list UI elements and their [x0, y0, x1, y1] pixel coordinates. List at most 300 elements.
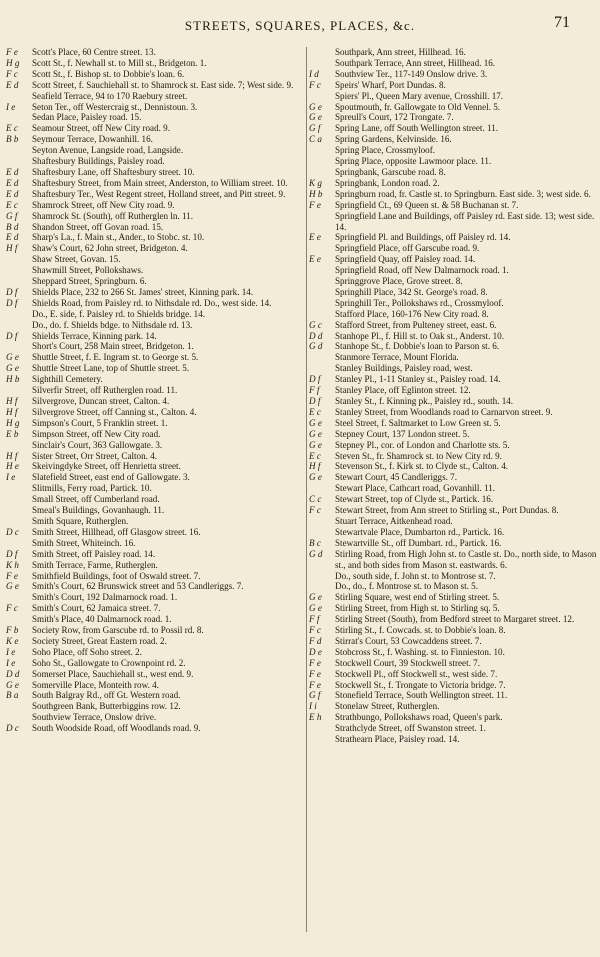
map-reference: B b [6, 134, 19, 145]
directory-entry [309, 156, 599, 167]
entry-text: Stirling Road, from High John st. to Castle st. Do., north side, to Mason st., and both sides from Mason st. eastwards. 6. [335, 548, 597, 570]
directory-entry [6, 167, 306, 178]
entry-text: Spreull's Court, 172 Trongate. 7. [335, 112, 454, 123]
entry-text: Springfield Quay, off Paisley road. 14. [335, 254, 476, 265]
entry-text: Southview Ter., 117-149 Onslow drive. 3. [335, 68, 488, 79]
entry-text: Stewart Place, Cathcart road, Govanhill. 11. [335, 483, 496, 494]
map-reference: K e [6, 635, 19, 646]
entry-text: Society Street, Great Eastern road. 2. [32, 635, 167, 646]
entry-text: Stanmore Terrace, Mount Florida. [335, 352, 459, 363]
entry-text: Strathclyde Street, off Swanston street. 1. [335, 723, 486, 734]
entry-text: Strathearn Place, Paisley road. 14. [335, 734, 460, 745]
map-reference: F e [309, 199, 321, 210]
entry-text: Springhill Ter., Pollokshaws rd., Crossmyloof. [335, 297, 504, 308]
entry-text: Soho Place, off Soho street. 2. [32, 646, 142, 657]
entry-text: Speirs' Wharf, Port Dundas. 8. [335, 79, 446, 90]
entry-text: Stevenson St., f. Kirk st. to Clyde st., Calton. 4. [335, 461, 509, 472]
entry-text: Slatefield Street, east end of Gallowgate. 3. [32, 472, 190, 483]
entry-text: Springfield Road, off New Dalmarnock road. 1. [335, 265, 509, 276]
directory-entry [6, 723, 306, 734]
entry-text: Seymour Terrace, Dowanhill. 16. [32, 134, 153, 145]
directory-entry [6, 461, 306, 472]
map-reference: G f [6, 210, 18, 221]
entry-text: Smith Street, Whiteinch. 16. [32, 537, 136, 548]
directory-entry [6, 276, 306, 287]
map-reference: G e [309, 417, 322, 428]
directory-entry [6, 145, 306, 156]
entry-text: Springbank, Garscube road. 8. [335, 166, 446, 177]
entry-text: Sister Street, Orr Street, Calton. 4. [32, 450, 158, 461]
entry-text: Smith Terrace, Farme, Rutherglen. [32, 559, 158, 570]
entry-text: Shields Place, 232 to 266 St. James' street, Kinning park. 14. [32, 286, 254, 297]
entry-text: Spring Place, opposite Lawmoor place. 11. [335, 156, 492, 167]
entry-text: Shaw's Court, 62 John street, Bridgeton. 4. [32, 243, 188, 254]
directory-entry [309, 429, 599, 440]
entry-text: Scott St., f. Bishop st. to Dobbie's loan. 6. [32, 68, 185, 79]
map-reference: F f [309, 614, 320, 625]
directory-entry [309, 47, 599, 58]
map-reference: H e [6, 461, 19, 472]
map-reference: F b [6, 625, 19, 636]
entry-text: Small Street, off Cumberland road. [32, 494, 160, 505]
directory-entry [309, 614, 599, 625]
entry-text: Shaftesbury Lane, off Shaftesbury street. 10. [32, 166, 195, 177]
page-header [0, 12, 600, 36]
entry-text: Springfield Ct., 69 Queen st. & 58 Buchanan st. 7. [335, 199, 519, 210]
directory-entry [309, 418, 599, 429]
entry-text: Sharp's La., f. Main st., Ander., to Stobc. st. 10. [32, 232, 205, 243]
directory-entry [6, 211, 306, 222]
directory-entry [309, 549, 599, 571]
map-reference: E d [6, 188, 19, 199]
left-column [6, 47, 306, 734]
entry-text: Shuttle Street, f. E. Ingram st. to George st. 5. [32, 352, 199, 363]
directory-entry [6, 571, 306, 582]
directory-entry [309, 538, 599, 549]
directory-entry [6, 680, 306, 691]
map-reference: I e [6, 472, 16, 483]
entry-text: Sighthill Cemetery. [32, 374, 103, 385]
directory-entry [6, 385, 306, 396]
entry-text: Scott Street, f. Sauchiehall st. to Shamrock st. East side. 7; West side. 9. [32, 79, 294, 90]
entry-text: Simpson Street, off New City road. [32, 428, 161, 439]
map-reference: I i [309, 701, 317, 712]
entry-text: Stanley Pl., 1-11 Stanley st., Paisley road. 14. [335, 374, 501, 385]
entry-text: Stonelaw Street, Rutherglen. [335, 701, 440, 712]
entry-text: Sheppard Street, Springburn. 6. [32, 276, 147, 287]
entry-text: Stanley St., f. Kinning pk., Paisley rd., south. 14. [335, 396, 514, 406]
map-reference: C a [309, 134, 322, 145]
map-reference: E d [6, 166, 19, 177]
entry-text: Smeal's Buildings, Govanhaugh. 11. [32, 505, 165, 516]
entry-text: Seamour Street, off New City road. 9. [32, 123, 170, 134]
entry-text: Smithfield Buildings, foot of Oswald street. 7. [32, 570, 201, 581]
entry-text: Southpark Terrace, Ann street, Hillhead. 16. [335, 57, 496, 68]
entry-text: Smith Street, off Paisley road. 14. [32, 548, 156, 559]
entry-text: Southview Terrace, Onslow drive. [32, 712, 157, 723]
directory-entry [6, 341, 306, 352]
entry-text: Somerville Place, Monteith row. 4. [32, 679, 159, 690]
directory-entry [309, 440, 599, 451]
map-reference: I e [6, 657, 16, 668]
map-reference: K h [6, 559, 19, 570]
directory-entry [6, 658, 306, 669]
map-reference: H b [6, 374, 20, 385]
entry-text: Short's Court, 258 Main street, Bridgeton. 1. [32, 341, 194, 352]
map-reference: F e [309, 679, 321, 690]
directory-entry [6, 287, 306, 298]
entry-text: Silvergrove Street, off Canning st., Calton. 4. [32, 406, 197, 417]
map-reference: E h [309, 712, 322, 723]
map-reference: K g [309, 177, 322, 188]
directory-entry [6, 243, 306, 254]
directory-entry [309, 211, 599, 233]
directory-entry [6, 505, 306, 516]
map-reference: F c [309, 79, 321, 90]
map-reference: F f [309, 385, 320, 396]
map-reference: E d [6, 232, 19, 243]
directory-entry [6, 516, 306, 527]
directory-entry [6, 690, 306, 701]
entry-text: Shaftesbury Street, from Main street, Anderston, to William street. 10. [32, 177, 288, 188]
directory-entry [6, 625, 306, 636]
directory-entry [309, 265, 599, 276]
map-reference: D f [6, 330, 18, 341]
map-reference: G d [309, 548, 323, 559]
directory-entry [309, 505, 599, 516]
directory-entry [309, 592, 599, 603]
directory-entry [309, 178, 599, 189]
directory-entry [6, 47, 306, 58]
directory-entry [6, 102, 306, 113]
entry-text: Stanley Buildings, Paisley road, west. [335, 363, 473, 374]
entry-text: Stockwell St., f. Trongate to Victoria bridge. 7. [335, 679, 506, 690]
map-reference: G f [309, 123, 321, 134]
map-reference: G e [309, 112, 322, 123]
map-reference: D d [309, 330, 323, 341]
entry-text: Springburn road, fr. Castle st. to Springburn. East side. 3; west side. 6. [335, 188, 591, 199]
directory-entry [6, 254, 306, 265]
directory-entry [309, 200, 599, 211]
directory-entry [309, 134, 599, 145]
map-reference: G e [309, 603, 322, 614]
entry-text: Stirrat's Court, 53 Cowcaddens street. 7. [335, 635, 482, 646]
directory-entry [309, 701, 599, 712]
page-number: 71 [554, 14, 570, 31]
directory-entry [309, 483, 599, 494]
map-reference: C c [309, 494, 322, 505]
entry-text: Stockwell Pl., off Stockwell st., west side. 7. [335, 668, 498, 679]
entry-text: Stirling Square, west end of Stirling street. 5. [335, 592, 500, 603]
directory-entry [309, 712, 599, 723]
directory-entry [6, 538, 306, 549]
entry-text: Shawmill Street, Pollokshaws. [32, 265, 144, 276]
directory-entry [6, 123, 306, 134]
map-reference: D f [6, 548, 18, 559]
entry-text: Springfield Place, off Garscube road. 9. [335, 243, 480, 254]
directory-entry [6, 712, 306, 723]
entry-text: Stewartvale Place, Dumbarton rd., Partick. 16. [335, 526, 505, 537]
entry-text: Shaftesbury Ter., West Regent street, Holland street, and Pitt street. 9. [32, 188, 286, 199]
map-reference: D f [6, 286, 18, 297]
entry-text: Seafield Terrace, 94 to 170 Raebury street. [32, 90, 188, 101]
map-reference: G e [309, 472, 322, 483]
entry-text: Silverfir Street, off Rutherglen road. 11. [32, 385, 178, 396]
entry-text: Society Row, from Garscube rd. to Possil rd. 8. [32, 625, 204, 636]
directory-entry [309, 636, 599, 647]
map-reference: D c [6, 723, 19, 734]
entry-text: Spring Gardens, Kelvinside. 16. [335, 134, 452, 145]
map-reference: G f [309, 690, 321, 701]
directory-entry [6, 112, 306, 123]
map-reference: F e [309, 657, 321, 668]
directory-entry [309, 145, 599, 156]
directory-entry [6, 331, 306, 342]
entry-text: Springfield Lane and Buildings, off Paisley rd. East side. 13; west side. 14. [335, 210, 595, 232]
directory-entry [6, 69, 306, 80]
entry-text: Stanley Place, off Eglinton street. 12. [335, 385, 471, 396]
entry-text: Stanhope Pl., f. Hill st. to Oak st., Anderst. 10. [335, 330, 504, 341]
map-reference: B a [6, 690, 19, 701]
entry-text: Springhill Place, 342 St. George's road. 8. [335, 286, 488, 297]
directory-entry [6, 647, 306, 658]
directory-entry [309, 112, 599, 123]
entry-text: Stonefield Terrace, South Wellington street. 11. [335, 690, 508, 701]
map-reference: F c [6, 603, 18, 614]
map-reference: E c [309, 450, 321, 461]
directory-entry [6, 418, 306, 429]
entry-text: Springgrove Place, Grove street. 8. [335, 276, 463, 287]
directory-entry [6, 156, 306, 167]
directory-entry [309, 243, 599, 254]
entry-text: Smith's Court, 192 Dalmarnock road. 1. [32, 592, 178, 603]
map-reference: F c [309, 625, 321, 636]
entry-text: South Balgray Rd., off Gt. Western road. [32, 690, 181, 701]
directory-entry [6, 222, 306, 233]
map-reference: H f [6, 450, 18, 461]
map-reference: E d [6, 177, 19, 188]
directory-entry [6, 178, 306, 189]
map-reference: F e [6, 47, 18, 57]
directory-entry [6, 134, 306, 145]
entry-text: Stewart Court, 45 Candleriggs. 7. [335, 472, 457, 483]
map-reference: F d [309, 635, 322, 646]
directory-entry [309, 527, 599, 538]
running-head-title: STREETS, SQUARES, PLACES, &c. [184, 18, 416, 33]
map-reference: E c [309, 406, 321, 417]
map-reference: I e [6, 101, 16, 112]
directory-entry [309, 451, 599, 462]
directory-entry [309, 254, 599, 265]
map-reference: D c [6, 526, 19, 537]
directory-entry [6, 603, 306, 614]
directory-entry [309, 516, 599, 527]
directory-entry [6, 374, 306, 385]
directory-entry [309, 298, 599, 309]
directory-entry [309, 123, 599, 134]
map-reference: F c [6, 68, 18, 79]
map-reference: G e [309, 592, 322, 603]
directory-entry [309, 690, 599, 701]
directory-entry [6, 189, 306, 200]
directory-entry [6, 352, 306, 363]
entry-text: Shandon Street, off Govan road. 15. [32, 221, 164, 232]
entry-text: Spring Lane, off South Wellington street. 11. [335, 123, 499, 134]
directory-entry [309, 58, 599, 69]
entry-text: Somerset Place, Sauchiehall st., west end. 9. [32, 668, 194, 679]
directory-entry [309, 69, 599, 80]
entry-text: Spring Place, Crossmyloof. [335, 145, 436, 156]
map-reference: I e [6, 646, 16, 657]
entry-text: Stuart Terrace, Aitkenhead road. [335, 515, 453, 526]
directory-entry [6, 560, 306, 571]
directory-entry [309, 571, 599, 582]
directory-entry [309, 734, 599, 745]
entry-text: Simpson's Court, 5 Franklin street. 1. [32, 417, 168, 428]
map-reference: G e [6, 679, 19, 690]
directory-entry [309, 385, 599, 396]
column-divider [306, 47, 307, 932]
directory-entry [6, 232, 306, 243]
entry-text: Stanley Street, from Woodlands road to Carnarvon street. 9. [335, 406, 553, 417]
map-reference: E c [6, 123, 18, 134]
entry-text: Stafford Place, 160-176 New City road. 8. [335, 308, 489, 319]
entry-text: Slitmills, Ferry road, Partick. 10. [32, 483, 152, 494]
directory-entry [6, 581, 306, 592]
entry-text: Silvergrove, Duncan street, Calton. 4. [32, 396, 170, 406]
entry-text: Stewart Street, from Ann street to Stirling st., Port Dundas. 8. [335, 505, 559, 516]
entry-text: Do., do., f. Montrose st. to Mason st. 5. [335, 581, 478, 592]
entry-text: Shamrock Street, off New City road. 9. [32, 199, 175, 210]
entry-text: Springfield Pl. and Buildings, off Paisley rd. 14. [335, 232, 511, 243]
directory-entry [309, 276, 599, 287]
directory-entry [6, 494, 306, 505]
map-reference: H f [309, 461, 321, 472]
map-reference: H g [6, 417, 20, 428]
entry-text: Shamrock St. (South), off Rutherglen ln. 11. [32, 210, 193, 221]
entry-text: Stafford Street, from Pulteney street, east. 6. [335, 319, 497, 330]
map-reference: D f [309, 396, 321, 406]
map-reference: G e [6, 363, 19, 374]
directory-entry [6, 298, 306, 309]
directory-entry [6, 701, 306, 712]
directory-entry [309, 363, 599, 374]
map-reference: E d [6, 79, 19, 90]
directory-entry [6, 363, 306, 374]
directory-entry [309, 396, 599, 407]
map-reference: G e [309, 428, 322, 439]
entry-text: Smith's Place, 40 Dalmarnock road. 1. [32, 614, 172, 625]
directory-entry [6, 91, 306, 102]
map-reference: I d [309, 68, 319, 79]
directory-entry [309, 669, 599, 680]
directory-entry [6, 451, 306, 462]
map-reference: F e [6, 570, 18, 581]
entry-text: Seyton Avenue, Langside road, Langside. [32, 145, 184, 156]
directory-entry [6, 309, 306, 320]
entry-text: Scott St., f. Newhall st. to Mill st., Bridgeton. 1. [32, 57, 207, 68]
entry-text: Skeivingdyke Street, off Henrietta street. [32, 461, 181, 472]
entry-text: Scott's Place, 60 Centre street. 13. [32, 47, 156, 57]
entry-text: Spiers' Pl., Queen Mary avenue, Crosshill. 17. [335, 90, 504, 101]
entry-text: Do., E. side, f. Paisley rd. to Shields bridge. 14. [32, 308, 206, 319]
entry-text: Stirling Street (South), from Bedford street to Margaret street. 12. [335, 614, 575, 625]
directory-entry [309, 407, 599, 418]
directory-entry [309, 625, 599, 636]
directory-entry [6, 636, 306, 647]
entry-text: Sedan Place, Paisley road. 15. [32, 112, 142, 123]
entry-text: Steel Street, f. Saltmarket to Low Green st. 5. [335, 417, 501, 428]
map-reference: H b [309, 188, 323, 199]
entry-text: Smith's Court, 62 Brunswick street and 53 Candleriggs. 7. [32, 581, 244, 592]
directory-entry [309, 287, 599, 298]
directory-entry [309, 232, 599, 243]
directory-entry [309, 647, 599, 658]
directory-entry [309, 102, 599, 113]
directory-entry [6, 396, 306, 407]
directory-entry [309, 461, 599, 472]
entry-text: Stepney Pl., cor. of London and Charlotte sts. 5. [335, 439, 510, 450]
map-reference: E b [6, 428, 19, 439]
entry-text: Stewartville St., off Dumbart. rd., Partick. 16. [335, 537, 502, 548]
entry-text: Springbank, London road. 2. [335, 177, 440, 188]
directory-entry [6, 407, 306, 418]
entry-text: Stewart Street, top of Clyde st., Partick. 16. [335, 494, 494, 505]
directory-entry [309, 603, 599, 614]
entry-text: South Woodside Road, off Woodlands road. 9. [32, 723, 201, 734]
map-reference: E e [309, 232, 321, 243]
directory-entry [309, 658, 599, 669]
directory-entry [309, 309, 599, 320]
directory-entry [6, 483, 306, 494]
map-reference: F c [309, 505, 321, 516]
entry-text: Spoutmouth, fr. Gallowgate to Old Vennel. 5. [335, 101, 501, 112]
map-reference: D e [309, 646, 322, 657]
map-reference: G e [6, 352, 19, 363]
directory-entry [6, 58, 306, 69]
directory-entry [309, 723, 599, 734]
entry-text: Smith Street, Hillhead, off Glasgow street. 16. [32, 526, 201, 537]
entry-text: Sinclair's Court, 363 Gallowgate. 3. [32, 439, 163, 450]
entry-text: Stirling St., f. Cowcads. st. to Dobbie's loan. 8. [335, 625, 506, 636]
entry-text: Stanhope St., f. Dobbie's loan to Parson st. 6. [335, 341, 500, 352]
entry-text: Stobcross St., f. Washing. st. to Finnieston. 10. [335, 646, 505, 657]
entry-text: Steven St., fr. Shamrock st. to New City rd. 9. [335, 450, 502, 461]
map-reference: D f [6, 297, 18, 308]
entry-text: Shaftesbury Buildings, Paisley road. [32, 156, 165, 167]
directory-entry [309, 494, 599, 505]
directory-entry [6, 472, 306, 483]
entry-text: Shuttle Street Lane, top of Shuttle street. 5. [32, 363, 190, 374]
directory-entry [309, 331, 599, 342]
map-reference: H f [6, 243, 18, 254]
entry-text: Southpark, Ann street, Hillhead. 16. [335, 47, 466, 57]
directory-entry [6, 527, 306, 538]
entry-text: Soho St., Gallowgate to Crownpoint rd. 2. [32, 657, 186, 668]
directory-entry [309, 680, 599, 691]
directory-entry [309, 352, 599, 363]
directory-entry [309, 320, 599, 331]
map-reference: F e [309, 668, 321, 679]
directory-entry [6, 320, 306, 331]
directory-entry [309, 80, 599, 91]
entry-text: Smith's Court, 62 Jamaica street. 7. [32, 603, 161, 614]
map-reference: G c [309, 319, 322, 330]
entry-text: Stepney Court, 137 London street. 5. [335, 428, 470, 439]
map-reference: G e [309, 439, 322, 450]
map-reference: G e [309, 101, 322, 112]
right-column [309, 47, 599, 745]
